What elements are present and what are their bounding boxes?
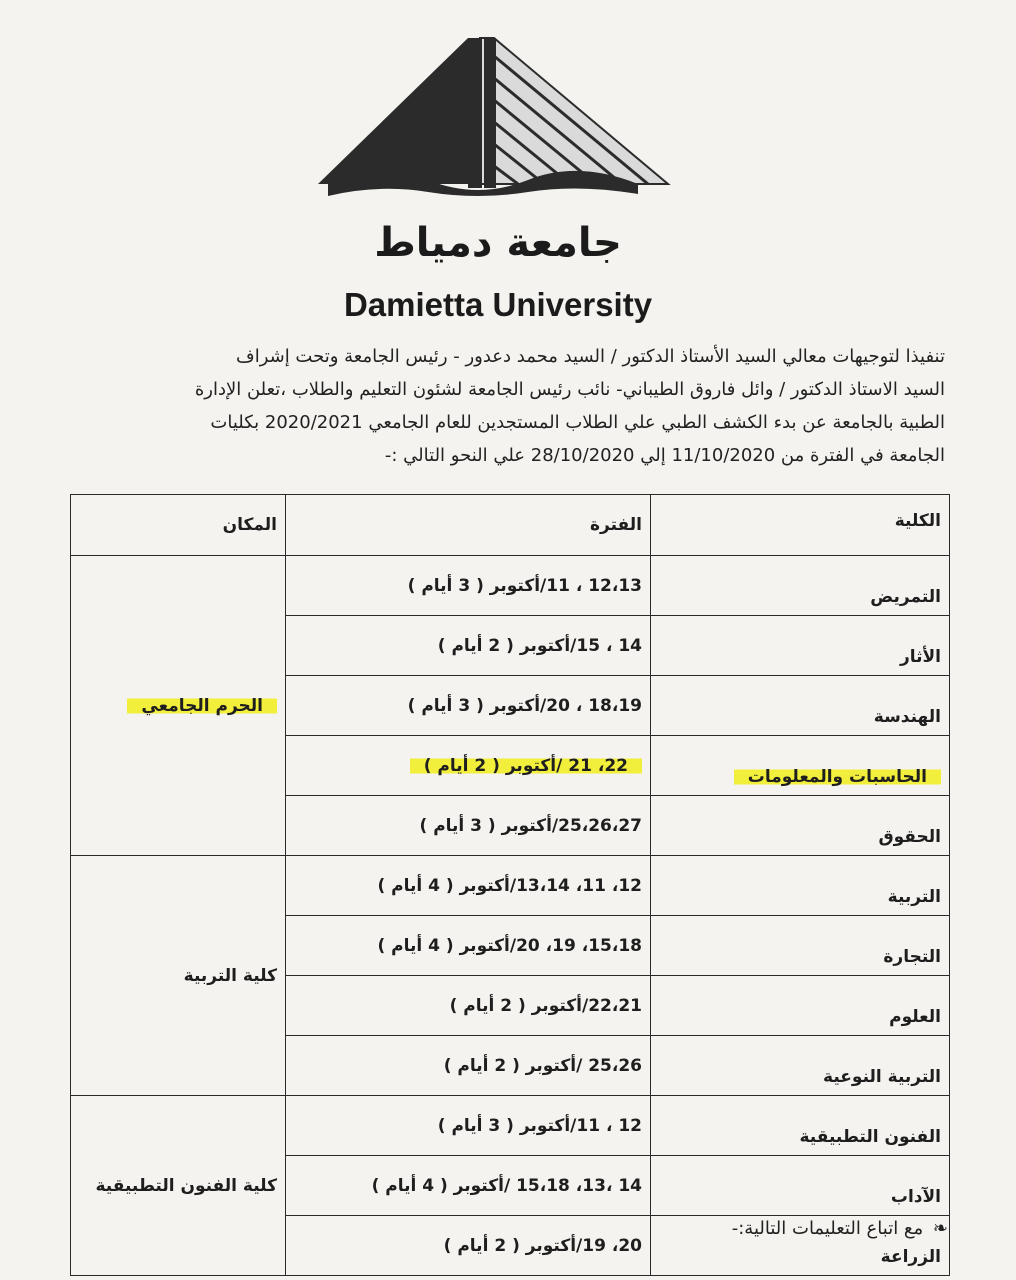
table-row bbox=[71, 856, 950, 916]
period-cell bbox=[286, 736, 651, 796]
footer-text: مع اتباع التعليمات التالية:- bbox=[731, 1218, 924, 1239]
place-cell: كلية التربية bbox=[71, 856, 286, 1096]
header-faculty: الكلية bbox=[651, 495, 950, 556]
period-cell: 15،18، 19، 20/أكتوبر ( 4 أيام ) bbox=[286, 916, 651, 976]
intro-line: الطبية بالجامعة عن بدء الكشف الطبي علي الطلاب المستجدين للعام الجامعي 2020/2021 بكليات bbox=[210, 412, 945, 433]
faculty-cell: الهندسة bbox=[651, 676, 950, 736]
place-cell: كلية الفنون التطبيقية bbox=[71, 1096, 286, 1276]
highlighted-faculty: الحاسبات والمعلومات bbox=[734, 767, 941, 787]
intro-paragraph bbox=[60, 340, 945, 472]
highlighted-period: 22، 21 /أكتوبر ( 2 أيام ) bbox=[410, 756, 642, 776]
period-cell: 25،26،27/أكتوبر ( 3 أيام ) bbox=[286, 796, 651, 856]
medical-exam-schedule-table bbox=[70, 494, 950, 1276]
faculty-cell: العلوم bbox=[651, 976, 950, 1036]
faculty-cell bbox=[651, 736, 950, 796]
period-cell: 14 ،13، 15،18 /أكتوبر ( 4 أيام ) bbox=[286, 1156, 651, 1216]
faculty-cell: التجارة bbox=[651, 916, 950, 976]
period-cell: 14 ، 15/أكتوبر ( 2 أيام ) bbox=[286, 616, 651, 676]
logo-arabic-name: جامعة دمياط bbox=[374, 220, 622, 266]
place-cell bbox=[71, 556, 286, 856]
faculty-cell: الزراعة bbox=[651, 1216, 950, 1276]
header-place: المكان bbox=[71, 495, 286, 556]
faculty-cell: الحقوق bbox=[651, 796, 950, 856]
faculty-cell: الفنون التطبيقية bbox=[651, 1096, 950, 1156]
period-cell: 22،21/أكتوبر ( 2 أيام ) bbox=[286, 976, 651, 1036]
university-logo bbox=[318, 34, 678, 323]
faculty-cell: التربية bbox=[651, 856, 950, 916]
intro-line: السيد الاستاذ الدكتور / وائل فاروق الطيباني- نائب رئيس الجامعة لشئون التعليم والطلاب ،تعلن الإدارة bbox=[194, 379, 945, 400]
period-cell: 12،13 ، 11/أكتوبر ( 3 أيام ) bbox=[286, 556, 651, 616]
period-cell: 25،26 /أكتوبر ( 2 أيام ) bbox=[286, 1036, 651, 1096]
instructions-footer bbox=[600, 1218, 948, 1239]
period-cell: 12، 11، 13،14/أكتوبر ( 4 أيام ) bbox=[286, 856, 651, 916]
intro-line: الجامعة في الفترة من 11/10/2020 إلي 28/10/2020 علي النحو التالي :- bbox=[384, 445, 945, 466]
intro-line: تنفيذا لتوجيهات معالي السيد الأستاذ الدكتور / السيد محمد دعدور - رئيس الجامعة وتحت إشراف bbox=[236, 346, 945, 367]
faculty-cell: الأثار bbox=[651, 616, 950, 676]
bullet-icon: ❧ bbox=[932, 1218, 948, 1239]
header-period: الفترة bbox=[286, 495, 651, 556]
table-row bbox=[71, 556, 950, 616]
period-cell: 20، 19/أكتوبر ( 2 أيام ) bbox=[286, 1216, 651, 1276]
table-header-row bbox=[71, 495, 950, 556]
faculty-cell: التمريض bbox=[651, 556, 950, 616]
table-row bbox=[71, 1096, 950, 1156]
logo-english-name: Damietta University bbox=[343, 286, 653, 323]
period-cell: 18،19 ، 20/أكتوبر ( 3 أيام ) bbox=[286, 676, 651, 736]
faculty-cell: التربية النوعية bbox=[651, 1036, 950, 1096]
place-label: الحرم الجامعي bbox=[127, 696, 277, 716]
faculty-cell: الآداب bbox=[651, 1156, 950, 1216]
logo-emblem-icon bbox=[318, 34, 678, 224]
period-cell: 12 ، 11/أكتوبر ( 3 أيام ) bbox=[286, 1096, 651, 1156]
